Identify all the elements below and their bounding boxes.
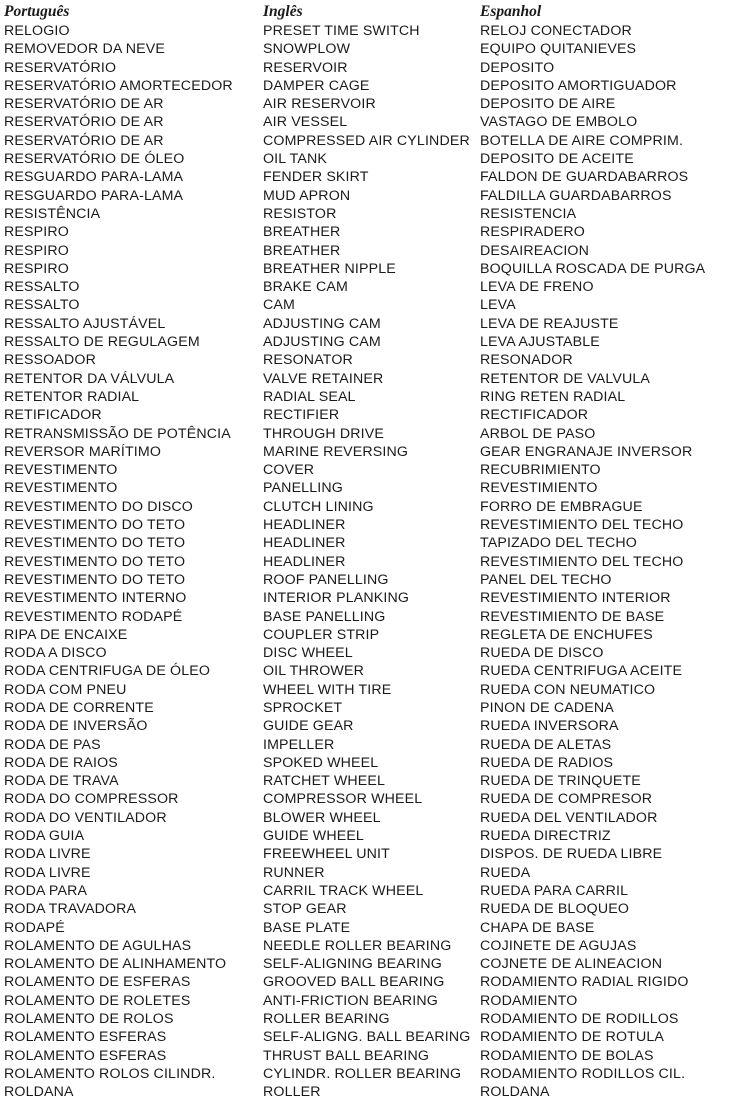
table-row: [4, 919, 737, 937]
table-row: [4, 1010, 737, 1028]
term-portuguese: RESERVATÓRIO DE AR: [4, 114, 164, 131]
term-english: RESERVOIR: [263, 59, 348, 76]
term-spanish: RETENTOR DE VALVULA: [480, 370, 650, 387]
term-english: COVER: [263, 462, 315, 479]
table-row: [4, 937, 737, 955]
term-portuguese: RESSALTO DE REGULAGEM: [4, 334, 200, 351]
term-portuguese: ROLAMENTO DE ALINHAMENTO: [4, 956, 227, 973]
term-english: CLUTCH LINING: [263, 498, 374, 515]
term-spanish: VASTAGO DE EMBOLO: [480, 114, 638, 131]
table-row: [4, 351, 737, 369]
term-spanish: LEVA AJUSTABLE: [480, 334, 600, 351]
term-portuguese: RODA COM PNEU: [4, 681, 127, 698]
term-portuguese: RETENTOR DA VÁLVULA: [4, 370, 175, 387]
table-row: [4, 626, 737, 644]
table-row: [4, 425, 737, 443]
term-portuguese: REVESTIMENTO RODAPÉ: [4, 608, 183, 625]
term-portuguese: RETENTOR RADIAL: [4, 388, 140, 405]
term-english: ANTI-FRICTION BEARING: [263, 992, 438, 1009]
term-english: COUPLER STRIP: [263, 626, 380, 643]
table-row: [4, 717, 737, 735]
term-portuguese: RESERVATÓRIO AMORTECEDOR: [4, 77, 233, 94]
term-english: SELF-ALIGNG. BALL BEARING: [263, 1029, 471, 1046]
term-english: RATCHET WHEEL: [263, 773, 386, 790]
term-english: BRAKE CAM: [263, 279, 348, 296]
term-portuguese: RESSALTO: [4, 279, 80, 296]
term-spanish: BOQUILLA ROSCADA DE PURGA: [480, 260, 706, 277]
term-spanish: DEPOSITO: [480, 59, 555, 76]
term-portuguese: RETIFICADOR: [4, 407, 102, 424]
table-row: [4, 772, 737, 790]
table-row: [4, 827, 737, 845]
term-portuguese: RESISTÊNCIA: [4, 205, 101, 222]
term-spanish: RODAMIENTO RADIAL RIGIDO: [480, 974, 689, 991]
table-row: [4, 95, 737, 113]
term-portuguese: RODA DO COMPRESSOR: [4, 791, 179, 808]
term-portuguese: REVESTIMENTO INTERNO: [4, 590, 187, 607]
term-english: GUIDE GEAR: [263, 718, 354, 735]
term-spanish: BOTELLA DE AIRE COMPRIM.: [480, 132, 684, 149]
table-row: [4, 900, 737, 918]
term-spanish: RUEDA DE ALETAS: [480, 736, 612, 753]
term-english: BASE PANELLING: [263, 608, 386, 625]
term-english: PRESET TIME SWITCH: [263, 23, 420, 39]
term-portuguese: RETRANSMISSÃO DE POTÊNCIA: [4, 425, 231, 442]
term-spanish: RODAMIENTO RODILLOS CIL.: [480, 1065, 686, 1082]
table-row: [4, 296, 737, 314]
term-spanish: PINON DE CADENA: [480, 699, 614, 716]
table-row: [4, 534, 737, 552]
term-english: RESISTOR: [263, 205, 337, 222]
term-portuguese: RODA DE CORRENTE: [4, 699, 154, 716]
term-portuguese: RODA PARA: [4, 882, 88, 899]
term-spanish: RODAMIENTO DE ROTULA: [480, 1029, 665, 1046]
term-portuguese: RESSOADOR: [4, 352, 97, 369]
term-english: SPROCKET: [263, 699, 343, 716]
term-english: FREEWHEEL UNIT: [263, 846, 390, 863]
term-english: ROLLER BEARING: [263, 1011, 390, 1028]
table-row: [4, 205, 737, 223]
term-english: THRUST BALL BEARING: [263, 1047, 430, 1064]
term-spanish: RUEDA INVERSORA: [480, 718, 619, 735]
term-portuguese: REVESTIMENTO: [4, 480, 118, 497]
term-english: RESONATOR: [263, 352, 353, 369]
table-row: [4, 187, 737, 205]
table-row: [4, 1047, 737, 1065]
table-row: [4, 443, 737, 461]
table-row: [4, 22, 737, 40]
term-portuguese: REMOVEDOR DA NEVE: [4, 41, 166, 58]
table-row: [4, 699, 737, 717]
term-english: AIR VESSEL: [263, 114, 348, 131]
term-spanish: GEAR ENGRANAJE INVERSOR: [480, 443, 693, 460]
term-spanish: FORRO DE EMBRAGUE: [480, 498, 643, 515]
term-spanish: RUEDA PARA CARRIL: [480, 882, 629, 899]
term-portuguese: ROLAMENTO DE ROLOS: [4, 1011, 174, 1028]
term-portuguese: RODA DE RAIOS: [4, 754, 118, 771]
term-portuguese: RODA DO VENTILADOR: [4, 809, 167, 826]
term-spanish: LEVA DE FRENO: [480, 279, 594, 296]
term-portuguese: RODA TRAVADORA: [4, 901, 137, 918]
term-portuguese: RESERVATÓRIO DE AR: [4, 96, 164, 113]
table-row: [4, 516, 737, 534]
term-portuguese: REVERSOR MARÍTIMO: [4, 443, 162, 460]
table-row: [4, 882, 737, 900]
table-row: [4, 223, 737, 241]
term-portuguese: RODA LIVRE: [4, 846, 91, 863]
term-english: GUIDE WHEEL: [263, 828, 364, 845]
term-portuguese: RESPIRO: [4, 242, 69, 259]
term-portuguese: ROLAMENTO DE AGULHAS: [4, 937, 192, 954]
term-english: INTERIOR PLANKING: [263, 590, 410, 607]
term-english: BASE PLATE: [263, 919, 351, 936]
term-english: HEADLINER: [263, 535, 346, 552]
term-portuguese: RODA DE TRAVA: [4, 773, 119, 790]
term-spanish: RING RETEN RADIAL: [480, 388, 626, 405]
term-english: GROOVED BALL BEARING: [263, 974, 445, 991]
term-portuguese: RODA LIVRE: [4, 864, 91, 881]
table-row: [4, 1065, 737, 1083]
term-spanish: DISPOS. DE RUEDA LIBRE: [480, 846, 663, 863]
term-portuguese: REVESTIMENTO DO TETO: [4, 517, 186, 534]
term-spanish: RESISTENCIA: [480, 205, 577, 222]
table-row: [4, 242, 737, 260]
term-portuguese: RESERVATÓRIO: [4, 59, 117, 76]
term-spanish: RECUBRIMIENTO: [480, 462, 601, 479]
table-row: [4, 589, 737, 607]
term-english: COMPRESSED AIR CYLINDER: [263, 132, 470, 149]
term-portuguese: RESGUARDO PARA-LAMA: [4, 169, 184, 186]
term-portuguese: RESGUARDO PARA-LAMA: [4, 187, 184, 204]
term-spanish: RUEDA DE RADIOS: [480, 754, 614, 771]
table-row: [4, 370, 737, 388]
term-english: MUD APRON: [263, 187, 351, 204]
term-spanish: REVESTIMIENTO: [480, 480, 598, 497]
term-portuguese: RESPIRO: [4, 224, 69, 241]
table-row: [4, 150, 737, 168]
term-english: VALVE RETAINER: [263, 370, 384, 387]
term-portuguese: REVESTIMENTO DO TETO: [4, 535, 186, 552]
term-spanish: RODAMIENTO DE BOLAS: [480, 1047, 654, 1064]
term-spanish: RUEDA DEL VENTILADOR: [480, 809, 658, 826]
table-row: [4, 77, 737, 95]
term-spanish: RESPIRADERO: [480, 224, 585, 241]
term-portuguese: REVESTIMENTO DO TETO: [4, 571, 186, 588]
table-row: [4, 1083, 737, 1101]
term-english: RADIAL SEAL: [263, 388, 356, 405]
term-english: NEEDLE ROLLER BEARING: [263, 937, 452, 954]
term-portuguese: RODA GUIA: [4, 828, 85, 845]
table-row: [4, 406, 737, 424]
term-english: COMPRESSOR WHEEL: [263, 791, 423, 808]
table-row: [4, 479, 737, 497]
term-english: DISC WHEEL: [263, 645, 353, 662]
term-english: WHEEL WITH TIRE: [263, 681, 392, 698]
term-spanish: RUEDA DE DISCO: [480, 645, 604, 662]
term-spanish: REVESTIMIENTO DEL TECHO: [480, 553, 684, 570]
glossary-rows: [4, 22, 737, 1102]
term-spanish: EQUIPO QUITANIEVES: [480, 41, 637, 58]
term-spanish: LEVA: [480, 297, 516, 314]
table-row: [4, 40, 737, 58]
term-english: BREATHER: [263, 224, 341, 241]
table-row: [4, 754, 737, 772]
term-spanish: RUEDA DE BLOQUEO: [480, 901, 630, 918]
term-spanish: RODAMIENTO: [480, 992, 578, 1009]
table-row: [4, 571, 737, 589]
term-portuguese: ROLAMENTO ESFERAS: [4, 1029, 167, 1046]
term-spanish: COJNETE DE ALINEACION: [480, 956, 663, 973]
header-english: Inglês: [263, 2, 303, 20]
header-row: [4, 1, 737, 22]
term-english: IMPELLER: [263, 736, 335, 753]
term-english: CARRIL TRACK WHEEL: [263, 882, 424, 899]
header-spanish: Espanhol: [480, 2, 542, 20]
term-spanish: RESONADOR: [480, 352, 573, 369]
term-english: MARINE REVERSING: [263, 443, 409, 460]
table-row: [4, 132, 737, 150]
term-portuguese: REVESTIMENTO DO TETO: [4, 553, 186, 570]
term-english: ROOF PANELLING: [263, 571, 389, 588]
term-spanish: RUEDA DE COMPRESOR: [480, 791, 653, 808]
term-spanish: REVESTIMIENTO INTERIOR: [480, 590, 671, 607]
term-portuguese: RELOGIO: [4, 23, 70, 39]
term-spanish: RELOJ CONECTADOR: [480, 23, 632, 39]
term-english: FENDER SKIRT: [263, 169, 369, 186]
term-portuguese: RIPA DE ENCAIXE: [4, 626, 128, 643]
term-spanish: ROLDANA: [480, 1084, 550, 1101]
table-row: [4, 736, 737, 754]
term-spanish: RODAMIENTO DE RODILLOS: [480, 1011, 679, 1028]
table-row: [4, 662, 737, 680]
term-portuguese: ROLAMENTO ROLOS CILINDR.: [4, 1065, 216, 1082]
term-portuguese: RODA CENTRIFUGA DE ÓLEO: [4, 663, 211, 680]
term-english: HEADLINER: [263, 553, 346, 570]
table-row: [4, 1028, 737, 1046]
term-english: AIR RESERVOIR: [263, 96, 376, 113]
term-spanish: DEPOSITO DE AIRE: [480, 96, 616, 113]
term-english: RUNNER: [263, 864, 325, 881]
table-row: [4, 498, 737, 516]
term-portuguese: RODA DE INVERSÃO: [4, 718, 148, 735]
table-row: [4, 168, 737, 186]
table-row: [4, 113, 737, 131]
term-portuguese: RODA A DISCO: [4, 645, 107, 662]
table-row: [4, 260, 737, 278]
table-row: [4, 973, 737, 991]
term-spanish: RUEDA DE TRINQUETE: [480, 773, 641, 790]
term-portuguese: REVESTIMENTO DO DISCO: [4, 498, 193, 515]
term-spanish: COJINETE DE AGUJAS: [480, 937, 637, 954]
table-row: [4, 333, 737, 351]
table-row: [4, 790, 737, 808]
term-spanish: FALDON DE GUARDABARROS: [480, 169, 689, 186]
term-english: PANELLING: [263, 480, 343, 497]
term-spanish: RUEDA CON NEUMATICO: [480, 681, 656, 698]
table-row: [4, 608, 737, 626]
term-english: ADJUSTING CAM: [263, 334, 381, 351]
table-row: [4, 278, 737, 296]
term-english: CAM: [263, 297, 295, 314]
table-row: [4, 553, 737, 571]
table-row: [4, 59, 737, 77]
term-portuguese: RODA DE PAS: [4, 736, 101, 753]
term-english: STOP GEAR: [263, 901, 347, 918]
term-portuguese: RESERVATÓRIO DE ÓLEO: [4, 151, 185, 168]
term-english: BREATHER NIPPLE: [263, 260, 396, 277]
table-row: [4, 809, 737, 827]
term-portuguese: RESERVATÓRIO DE AR: [4, 132, 164, 149]
term-spanish: FALDILLA GUARDABARROS: [480, 187, 672, 204]
term-spanish: REVESTIMIENTO DE BASE: [480, 608, 665, 625]
term-portuguese: RESSALTO AJUSTÁVEL: [4, 315, 166, 332]
term-english: THROUGH DRIVE: [263, 425, 384, 442]
table-row: [4, 845, 737, 863]
glossary-table: [4, 1, 737, 1102]
term-english: HEADLINER: [263, 517, 346, 534]
term-portuguese: ROLDANA: [4, 1084, 74, 1101]
term-english: DAMPER CAGE: [263, 77, 370, 94]
term-english: ADJUSTING CAM: [263, 315, 381, 332]
term-english: ROLLER: [263, 1084, 321, 1101]
term-spanish: CHAPA DE BASE: [480, 919, 595, 936]
term-spanish: TAPIZADO DEL TECHO: [480, 535, 637, 552]
term-portuguese: RESSALTO: [4, 297, 80, 314]
table-row: [4, 315, 737, 333]
term-portuguese: ROLAMENTO DE ROLETES: [4, 992, 191, 1009]
term-spanish: DEPOSITO DE ACEITE: [480, 151, 634, 168]
term-english: CYLINDR. ROLLER BEARING: [263, 1065, 462, 1082]
term-spanish: RUEDA: [480, 864, 531, 881]
term-spanish: RUEDA CENTRIFUGA ACEITE: [480, 663, 683, 680]
term-portuguese: ROLAMENTO ESFERAS: [4, 1047, 167, 1064]
term-english: SNOWPLOW: [263, 41, 351, 58]
term-english: SELF-ALIGNING BEARING: [263, 956, 442, 973]
table-row: [4, 864, 737, 882]
term-spanish: LEVA DE REAJUSTE: [480, 315, 619, 332]
term-english: RECTIFIER: [263, 407, 340, 424]
table-row: [4, 644, 737, 662]
term-spanish: RECTIFICADOR: [480, 407, 589, 424]
term-spanish: PANEL DEL TECHO: [480, 571, 612, 588]
term-spanish: RUEDA DIRECTRIZ: [480, 828, 611, 845]
term-portuguese: RODAPÉ: [4, 919, 65, 936]
term-portuguese: ROLAMENTO DE ESFERAS: [4, 974, 191, 991]
term-spanish: DESAIREACION: [480, 242, 590, 259]
term-english: OIL TANK: [263, 151, 328, 168]
term-english: BREATHER: [263, 242, 341, 259]
term-portuguese: REVESTIMENTO: [4, 462, 118, 479]
term-spanish: REVESTIMIENTO DEL TECHO: [480, 517, 684, 534]
term-portuguese: RESPIRO: [4, 260, 69, 277]
term-spanish: ARBOL DE PASO: [480, 425, 596, 442]
term-english: SPOKED WHEEL: [263, 754, 379, 771]
table-row: [4, 388, 737, 406]
term-english: OIL THROWER: [263, 663, 364, 680]
term-spanish: DEPOSITO AMORTIGUADOR: [480, 77, 677, 94]
term-spanish: REGLETA DE ENCHUFES: [480, 626, 653, 643]
table-row: [4, 955, 737, 973]
term-english: BLOWER WHEEL: [263, 809, 381, 826]
header-portuguese: Português: [4, 2, 70, 20]
table-row: [4, 681, 737, 699]
table-row: [4, 992, 737, 1010]
table-row: [4, 461, 737, 479]
